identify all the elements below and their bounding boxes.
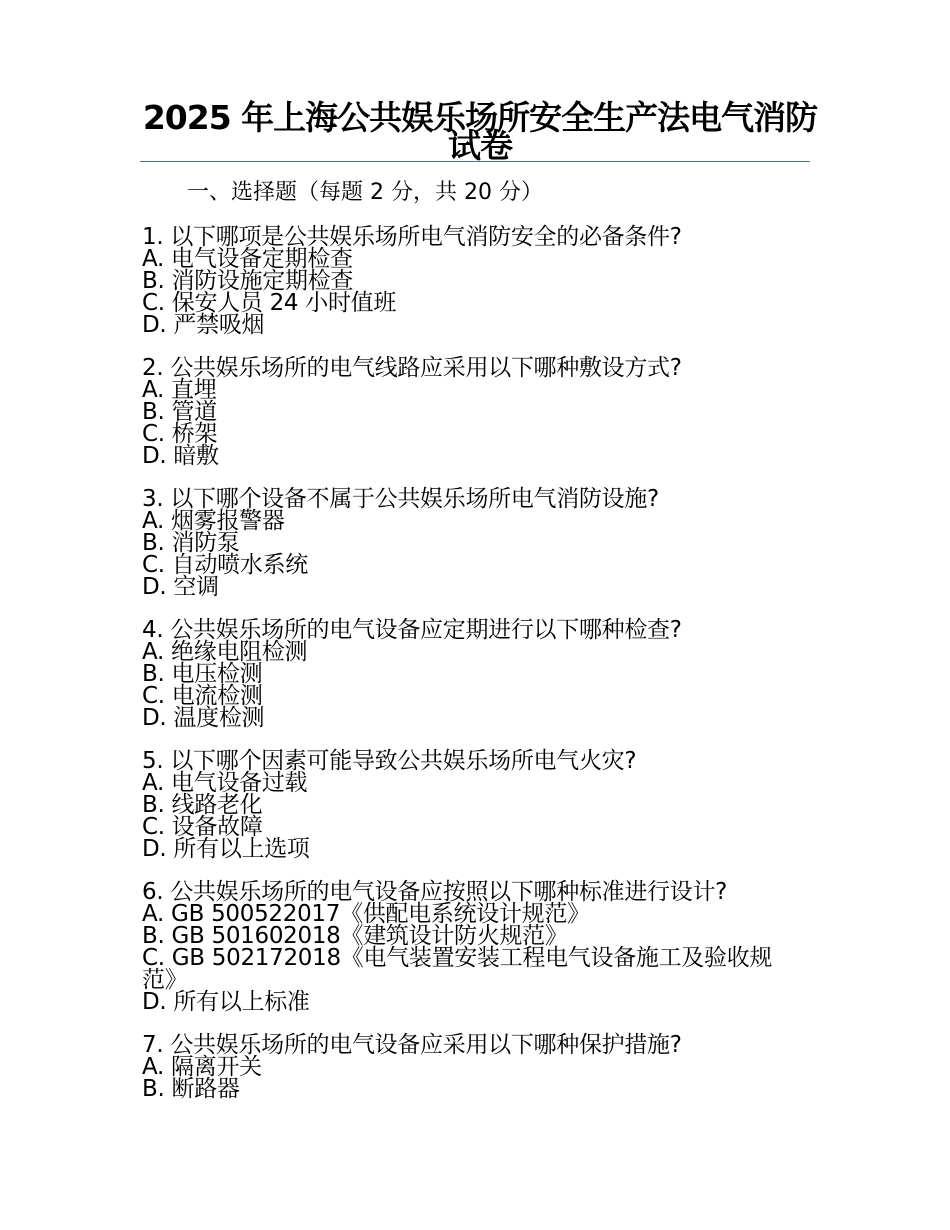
option-c: C. 自动喷水系统 bbox=[142, 552, 308, 578]
option-b: B. 线路老化 bbox=[142, 792, 263, 818]
option-b: B. 消防泵 bbox=[142, 530, 240, 556]
option-c: C. 电流检测 bbox=[142, 683, 263, 709]
section-heading: 一、选择题（每题 2 分，共 20 分） bbox=[187, 180, 543, 205]
question-7 bbox=[142, 1034, 802, 1100]
option-b: B. 电压检测 bbox=[142, 661, 263, 687]
option-b: B. GB 501602018《建筑设计防火规范》 bbox=[142, 923, 568, 949]
option-d: D. 严禁吸烟 bbox=[142, 312, 265, 338]
option-a: A. 电气设备过载 bbox=[142, 770, 308, 796]
question-6 bbox=[142, 881, 802, 1013]
question-text: 3. 以下哪个设备不属于公共娱乐场所电气消防设施? bbox=[142, 486, 659, 512]
option-d: D. 所有以上选项 bbox=[142, 836, 310, 862]
option-a: A. GB 500522017《供配电系统设计规范》 bbox=[142, 901, 590, 927]
question-text: 4. 公共娱乐场所的电气设备应定期进行以下哪种检查? bbox=[142, 617, 682, 643]
page-title: 2025 年上海公共娱乐场所安全生产法电气消防试卷 bbox=[142, 98, 818, 165]
option-d: D. 所有以上标准 bbox=[142, 989, 310, 1015]
option-c: C. 桥架 bbox=[142, 421, 218, 447]
option-a: A. 烟雾报警器 bbox=[142, 508, 285, 534]
option-a: A. 电气设备定期检查 bbox=[142, 246, 353, 272]
question-1 bbox=[142, 226, 802, 336]
question-3 bbox=[142, 488, 802, 598]
question-4 bbox=[142, 619, 802, 729]
question-text: 1. 以下哪项是公共娱乐场所电气消防安全的必备条件? bbox=[142, 224, 682, 250]
option-a: A. 绝缘电阻检测 bbox=[142, 639, 308, 665]
question-2 bbox=[142, 357, 802, 467]
option-a: A. 直埋 bbox=[142, 377, 217, 403]
option-b: B. 管道 bbox=[142, 399, 217, 425]
option-d: D. 暗敷 bbox=[142, 443, 219, 469]
question-text: 2. 公共娱乐场所的电气线路应采用以下哪种敷设方式? bbox=[142, 355, 682, 381]
title-divider bbox=[140, 161, 810, 162]
option-c: C. 设备故障 bbox=[142, 814, 263, 840]
option-d: D. 空调 bbox=[142, 574, 219, 600]
option-a: A. 隔离开关 bbox=[142, 1054, 262, 1080]
question-text: 6. 公共娱乐场所的电气设备应按照以下哪种标准进行设计? bbox=[142, 879, 728, 905]
option-c: C. 保安人员 24 小时值班 bbox=[142, 290, 397, 316]
question-5 bbox=[142, 750, 802, 860]
option-b: B. 断路器 bbox=[142, 1076, 240, 1102]
option-d: D. 温度检测 bbox=[142, 705, 265, 731]
question-text: 5. 以下哪个因素可能导致公共娱乐场所电气火灾? bbox=[142, 748, 637, 774]
option-b: B. 消防设施定期检查 bbox=[142, 268, 354, 294]
question-text: 7. 公共娱乐场所的电气设备应采用以下哪种保护措施? bbox=[142, 1032, 682, 1058]
question-list bbox=[142, 226, 802, 1121]
option-c: C. GB 502172018《电气装置安装工程电气设备施工及验收规范》 bbox=[142, 945, 773, 993]
